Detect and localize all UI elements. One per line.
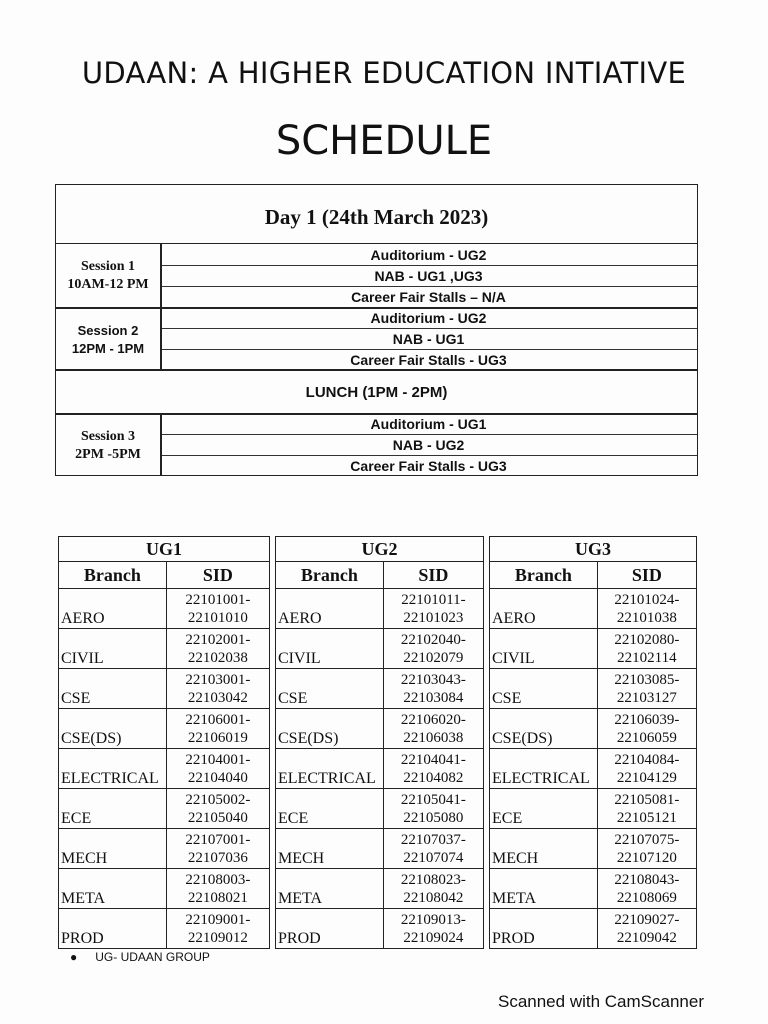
branch-cell: MECH — [490, 829, 598, 869]
table-row — [59, 909, 270, 949]
session-2-venue-1: Auditorium - UG2 — [370, 310, 487, 326]
sid-range-end: 22109042 — [616, 929, 677, 946]
table-row — [490, 789, 697, 829]
table-row — [490, 709, 697, 749]
branch-cell: PROD — [490, 909, 598, 949]
divider — [160, 414, 162, 476]
sid-range-end: 22108069 — [616, 889, 677, 906]
sid-range-start: 22103043- — [400, 671, 466, 688]
branch-cell: ELECTRICAL — [276, 749, 384, 789]
sid-range-start: 22103085- — [614, 671, 680, 688]
table-row — [276, 869, 484, 909]
sid-range-end: 22103084 — [403, 689, 464, 706]
sid-range-start: 22105041- — [400, 791, 466, 808]
branch-cell: CSE — [490, 669, 598, 709]
sid-cell — [383, 869, 483, 909]
sid-range-end: 22103127 — [616, 689, 677, 706]
sid-range-start: 22102040- — [400, 631, 466, 648]
sid-range-start: 22101024- — [614, 591, 680, 608]
sid-range-end: 22108042 — [403, 889, 464, 906]
sid-cell — [597, 629, 696, 669]
ug2-table — [275, 536, 484, 949]
sid-range-start: 22109027- — [614, 911, 680, 928]
session-1-venue-3: Career Fair Stalls – N/A — [351, 289, 506, 305]
table-row — [276, 709, 484, 749]
footnote-text: UG- UDAAN GROUP — [95, 950, 210, 964]
sid-range-end: 22102114 — [617, 649, 677, 666]
sid-cell — [383, 629, 483, 669]
branch-cell: CSE(DS) — [276, 709, 384, 749]
sid-range-end: 22101023 — [403, 609, 464, 626]
sid-cell — [597, 669, 696, 709]
session-2-venue-3: Career Fair Stalls - UG3 — [350, 352, 507, 368]
sid-cell — [166, 749, 269, 789]
branch-cell: ELECTRICAL — [490, 749, 598, 789]
sid-range-start: 22104001- — [185, 751, 251, 768]
sid-cell — [383, 669, 483, 709]
table-row — [276, 829, 484, 869]
sid-range-end: 22109012 — [187, 929, 248, 946]
branch-cell: AERO — [490, 589, 598, 629]
sid-range-end: 22104129 — [616, 769, 677, 786]
session-3-venue-3: Career Fair Stalls - UG3 — [350, 458, 507, 474]
sid-range-end: 22101010 — [187, 609, 248, 626]
table-row — [59, 869, 270, 909]
sid-range-end: 22107074 — [403, 849, 464, 866]
session-time: 2PM -5PM — [75, 447, 141, 462]
session-time: 10AM-12 PM — [67, 277, 149, 292]
session-3-venue-1: Auditorium - UG1 — [370, 416, 487, 432]
sid-range-end: 22105040 — [187, 809, 248, 826]
sid-range-end: 22106019 — [187, 729, 248, 746]
branch-cell: AERO — [276, 589, 384, 629]
sid-cell — [383, 749, 483, 789]
sid-range-end: 22104082 — [403, 769, 464, 786]
branch-cell: CSE — [59, 669, 167, 709]
sid-range-start: 22107037- — [400, 831, 466, 848]
ug1-table — [58, 536, 270, 949]
sid-range-end: 22104040 — [187, 769, 248, 786]
sid-range-start: 22106020- — [400, 711, 466, 728]
sid-range-end: 22103042 — [187, 689, 248, 706]
day-schedule-box — [55, 184, 698, 476]
session-3-venue-2: NAB - UG2 — [392, 437, 465, 453]
sid-range-start: 22108043- — [614, 871, 680, 888]
sid-range-end: 22102079 — [403, 649, 464, 666]
table-row — [276, 589, 484, 629]
table-row — [59, 789, 270, 829]
session-name: Session 2 — [77, 323, 139, 338]
column-header-sid: SID — [597, 562, 696, 589]
branch-cell: CSE — [276, 669, 384, 709]
sid-range-start: 22104041- — [400, 751, 466, 768]
sid-range-start: 22103001- — [185, 671, 251, 688]
sid-cell — [597, 789, 696, 829]
branch-cell: CIVIL — [59, 629, 167, 669]
sid-cell — [383, 829, 483, 869]
sid-range-start: 22105081- — [614, 791, 680, 808]
divider — [160, 308, 162, 370]
sid-range-start: 22108003- — [185, 871, 251, 888]
sid-range-end: 22101038 — [616, 609, 677, 626]
camscanner-watermark: Scanned with CamScanner — [497, 992, 704, 1011]
table-row — [276, 789, 484, 829]
ug3-table — [489, 536, 697, 949]
sid-range-end: 22107036 — [187, 849, 248, 866]
session-3-label — [56, 428, 160, 464]
table-row — [490, 589, 697, 629]
sid-range-end: 22105080 — [403, 809, 464, 826]
sid-cell — [166, 669, 269, 709]
table-row — [490, 829, 697, 869]
sid-range-start: 22105002- — [185, 791, 251, 808]
branch-cell: AERO — [59, 589, 167, 629]
table-row — [276, 749, 484, 789]
sid-range-end: 22102038 — [187, 649, 248, 666]
session-1-label — [56, 258, 160, 294]
table-row — [276, 629, 484, 669]
branch-cell: PROD — [59, 909, 167, 949]
column-header-branch: Branch — [490, 562, 598, 589]
sid-range-start: 22102001- — [185, 631, 251, 648]
sid-cell — [166, 909, 269, 949]
sid-cell — [166, 829, 269, 869]
sid-cell — [383, 789, 483, 829]
branch-cell: CIVIL — [490, 629, 598, 669]
branch-cell: ECE — [276, 789, 384, 829]
session-2-label — [56, 322, 160, 358]
sid-range-start: 22101011- — [401, 591, 466, 608]
schedule-heading: SCHEDULE — [275, 118, 493, 164]
session-name: Session 1 — [80, 259, 136, 274]
sid-range-end: 22109024 — [403, 929, 464, 946]
sid-cell — [383, 589, 483, 629]
sid-range-end: 22106038 — [403, 729, 464, 746]
branch-cell: CSE(DS) — [490, 709, 598, 749]
table-row — [490, 909, 697, 949]
table-row — [59, 829, 270, 869]
table-row — [490, 629, 697, 669]
column-header-sid: SID — [383, 562, 483, 589]
day-heading: Day 1 (24th March 2023) — [56, 185, 697, 244]
branch-cell: ECE — [59, 789, 167, 829]
table-row — [490, 669, 697, 709]
sid-range-start: 22109013- — [400, 911, 466, 928]
bullet-icon: ● — [70, 950, 78, 964]
sid-cell — [166, 709, 269, 749]
branch-cell: META — [490, 869, 598, 909]
sid-cell — [597, 829, 696, 869]
sid-range-end: 22106059 — [616, 729, 677, 746]
branch-cell: ECE — [490, 789, 598, 829]
branch-cell: ELECTRICAL — [59, 749, 167, 789]
sid-cell — [597, 749, 696, 789]
sid-cell — [166, 629, 269, 669]
sid-range-start: 22106001- — [185, 711, 251, 728]
sid-cell — [597, 909, 696, 949]
sid-range-start: 22106039- — [614, 711, 680, 728]
branch-cell: MECH — [59, 829, 167, 869]
branch-cell: PROD — [276, 909, 384, 949]
sid-cell — [383, 709, 483, 749]
group-name: UG3 — [490, 537, 697, 562]
column-header-branch: Branch — [59, 562, 167, 589]
session-1-venue-2: NAB - UG1 ,UG3 — [374, 268, 483, 284]
session-2-venue-2: NAB - UG1 — [392, 331, 465, 347]
divider — [56, 369, 697, 371]
session-name: Session 3 — [80, 429, 136, 444]
sid-cell — [383, 909, 483, 949]
document-title: UDAAN: A HIGHER EDUCATION INTIATIVE — [81, 56, 687, 90]
session-1-venue-1: Auditorium - UG2 — [370, 247, 487, 263]
table-row — [59, 669, 270, 709]
branch-cell: CIVIL — [276, 629, 384, 669]
column-header-sid: SID — [166, 562, 269, 589]
branch-cell: MECH — [276, 829, 384, 869]
table-row — [490, 869, 697, 909]
sid-range-start: 22104084- — [614, 751, 680, 768]
sid-range-start: 22108023- — [400, 871, 466, 888]
table-row — [490, 749, 697, 789]
sid-cell — [597, 709, 696, 749]
sid-cell — [166, 869, 269, 909]
sid-range-end: 22108021 — [187, 889, 248, 906]
sid-range-start: 22107001- — [185, 831, 251, 848]
table-row — [276, 669, 484, 709]
branch-cell: CSE(DS) — [59, 709, 167, 749]
group-name: UG1 — [59, 537, 270, 562]
table-row — [59, 709, 270, 749]
divider — [160, 244, 162, 308]
table-row — [276, 909, 484, 949]
session-time: 12PM - 1PM — [71, 341, 145, 356]
sid-range-start: 22101001- — [185, 591, 251, 608]
footnote — [70, 950, 210, 964]
table-row — [59, 749, 270, 789]
sid-cell — [597, 869, 696, 909]
sid-range-start: 22102080- — [614, 631, 680, 648]
sid-range-start: 22107075- — [614, 831, 680, 848]
column-header-branch: Branch — [276, 562, 384, 589]
table-row — [59, 629, 270, 669]
sid-cell — [166, 789, 269, 829]
table-row — [59, 589, 270, 629]
sid-range-end: 22105121 — [616, 809, 677, 826]
sid-cell — [166, 589, 269, 629]
sid-range-start: 22109001- — [185, 911, 251, 928]
branch-cell: META — [59, 869, 167, 909]
lunch-break: LUNCH (1PM - 2PM) — [305, 384, 448, 401]
sid-cell — [597, 589, 696, 629]
group-name: UG2 — [276, 537, 484, 562]
branch-cell: META — [276, 869, 384, 909]
sid-range-end: 22107120 — [616, 849, 677, 866]
